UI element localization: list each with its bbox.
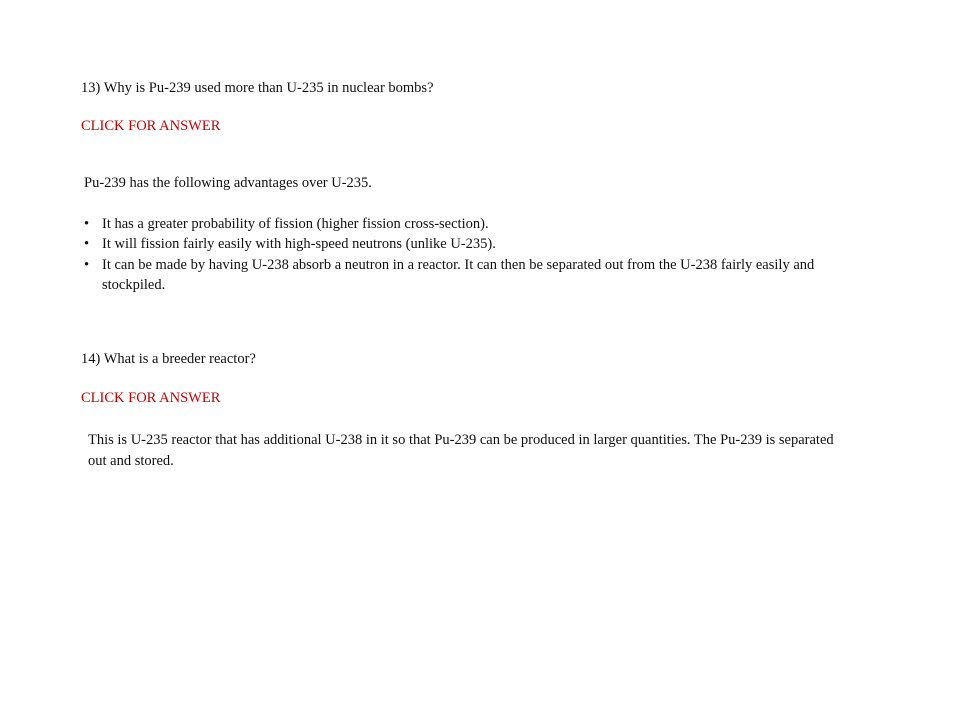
question-13: 13) Why is Pu-239 used more than U-235 in nuclear bombs? [81, 80, 434, 96]
click-for-answer-13-link[interactable]: CLICK FOR ANSWER [81, 118, 221, 134]
bullet-icon: • [84, 256, 90, 273]
question-14: 14) What is a breeder reactor? [81, 351, 256, 367]
answer-13-bullet-list [84, 214, 844, 296]
click-for-answer-14-link[interactable]: CLICK FOR ANSWER [81, 390, 221, 406]
bullet-text: It has a greater probability of fission (higher fission cross-section). [102, 215, 489, 232]
list-item [84, 214, 844, 235]
bullet-text: It will fission fairly easily with high-speed neutrons (unlike U-235). [102, 236, 496, 252]
list-item [84, 255, 844, 296]
bullet-text: It can be made by having U-238 absorb a neutron in a reactor. It can then be separated out from the U-238 fairly easily and stockpiled. [102, 256, 815, 293]
list-item [84, 234, 844, 255]
answer-13 [84, 173, 844, 296]
answer-14: This is U-235 reactor that has additional U-238 in it so that Pu-239 can be produced in larger quantities. The Pu-239 is separated out and stored. [88, 432, 834, 469]
bullet-icon: • [84, 215, 90, 232]
bullet-icon: • [84, 236, 90, 252]
answer-13-intro: Pu-239 has the following advantages over U-235. [84, 175, 372, 191]
